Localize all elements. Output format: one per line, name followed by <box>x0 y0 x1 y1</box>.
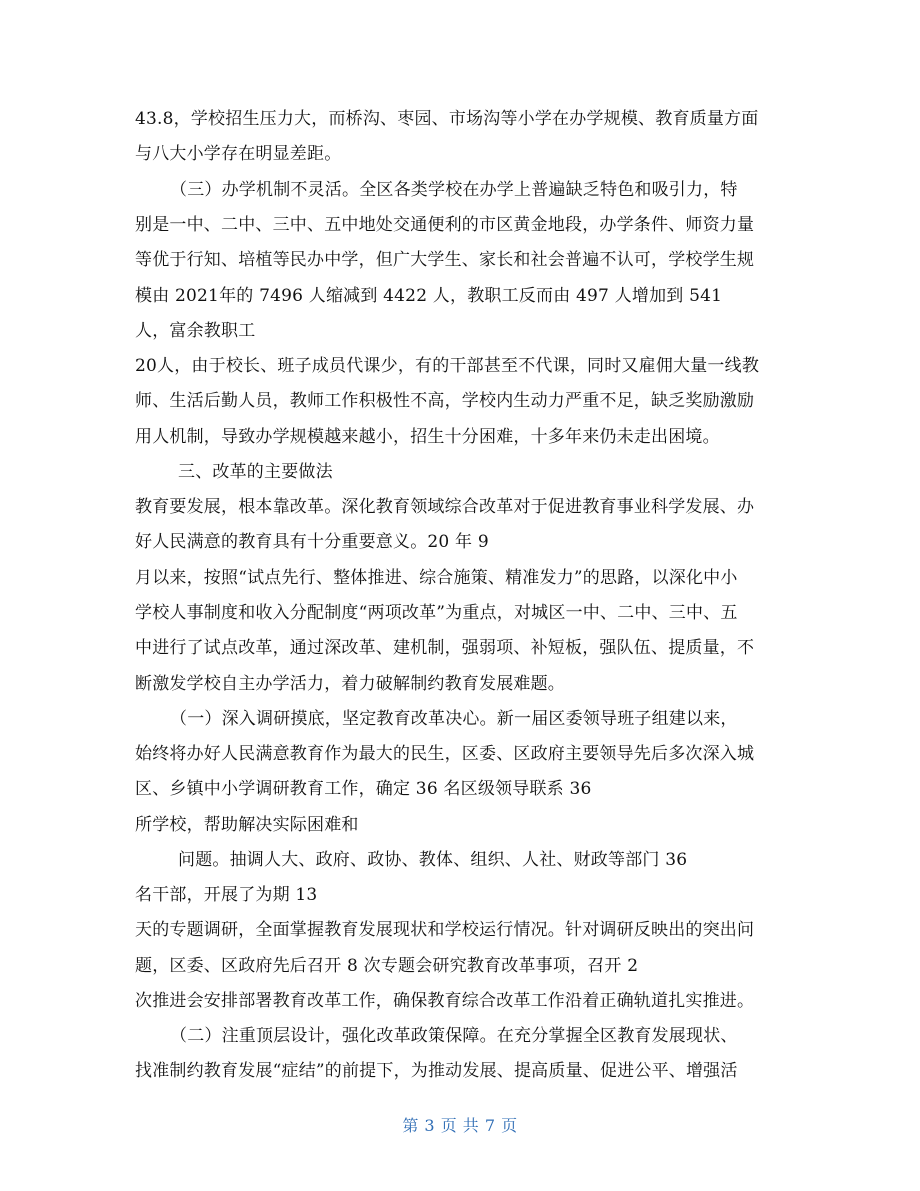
text-line: 与八大小学存在明显差距。 <box>135 144 342 164</box>
text-line: 中进行了试点改革，通过深改革、建机制，强弱项、补短板，强队伍、提质量，不 <box>135 638 755 658</box>
text-line: 名干部，开展了为期 13 <box>135 885 318 905</box>
text-line: （二）注重顶层设计，强化改革政策保障。在充分掌握全区教育发展现状、 <box>170 1026 738 1046</box>
section-heading: 三、改革的主要做法 <box>178 462 333 482</box>
text-line: 所学校，帮助解决实际困难和 <box>135 815 359 835</box>
text-line: （三）办学机制不灵活。全区各类学校在办学上普遍缺乏特色和吸引力，特 <box>170 180 738 200</box>
text-line: 人，富余教职工 <box>135 321 256 341</box>
text-line: 别是一中、二中、三中、五中地处交通便利的市区黄金地段，办学条件、师资力量 <box>135 215 755 235</box>
text-line: 20人，由于校长、班子成员代课少，有的干部甚至不代课，同时又雇佣大量一线教 <box>135 356 760 376</box>
text-line: 次推进会安排部署教育改革工作，确保教育综合改革工作沿着正确轨道扎实推进。 <box>135 991 755 1011</box>
text-line: 题，区委、区政府先后召开 8 次专题会研究教育改革事项，召开 2 <box>135 956 639 976</box>
text-line: 用人机制，导致办学规模越来越小，招生十分困难，十多年来仍未走出困境。 <box>135 427 720 447</box>
text-line: 模由 2021年的 7496 人缩减到 4422 人，教职工反而由 497 人增加到 541 <box>135 286 723 306</box>
text-line: 等优于行知、培植等民办中学，但广大学生、家长和社会普遍不认可，学校学生规 <box>135 250 755 270</box>
text-line: 学校人事制度和收入分配制度“两项改革”为重点，对城区一中、二中、三中、五 <box>135 603 738 623</box>
text-line: 始终将办好人民满意教育作为最大的民生，区委、区政府主要领导先后多次深入城 <box>135 744 755 764</box>
text-line: （一）深入调研摸底，坚定教育改革决心。新一届区委领导班子组建以来， <box>170 709 738 729</box>
page-number-footer: 第 3 页 共 7 页 <box>402 1116 518 1135</box>
text-line: 月以来，按照“试点先行、整体推进、综合施策、精准发力”的思路，以深化中小 <box>135 568 738 588</box>
text-line: 教育要发展，根本靠改革。深化教育领域综合改革对于促进教育事业科学发展、办 <box>135 497 755 517</box>
text-line: 43.8，学校招生压力大，而桥沟、枣园、市场沟等小学在办学规模、教育质量方面 <box>135 109 759 129</box>
text-line: 问题。抽调人大、政府、政协、教体、组织、人社、财政等部门 36 <box>178 850 688 870</box>
text-line: 师、生活后勤人员，教师工作积极性不高，学校内生动力严重不足，缺乏奖励激励 <box>135 391 755 411</box>
text-line: 断激发学校自主办学活力，着力破解制约教育发展难题。 <box>135 674 565 694</box>
text-line: 区、乡镇中小学调研教育工作，确定 36 名区级领导联系 36 <box>135 779 592 799</box>
text-line: 天的专题调研，全面掌握教育发展现状和学校运行情况。针对调研反映出的突出问 <box>135 920 755 940</box>
text-line: 找准制约教育发展“症结”的前提下，为推动发展、提高质量、促进公平、增强活 <box>135 1061 738 1081</box>
text-line: 好人民满意的教育具有十分重要意义。20 年 9 <box>135 532 489 552</box>
